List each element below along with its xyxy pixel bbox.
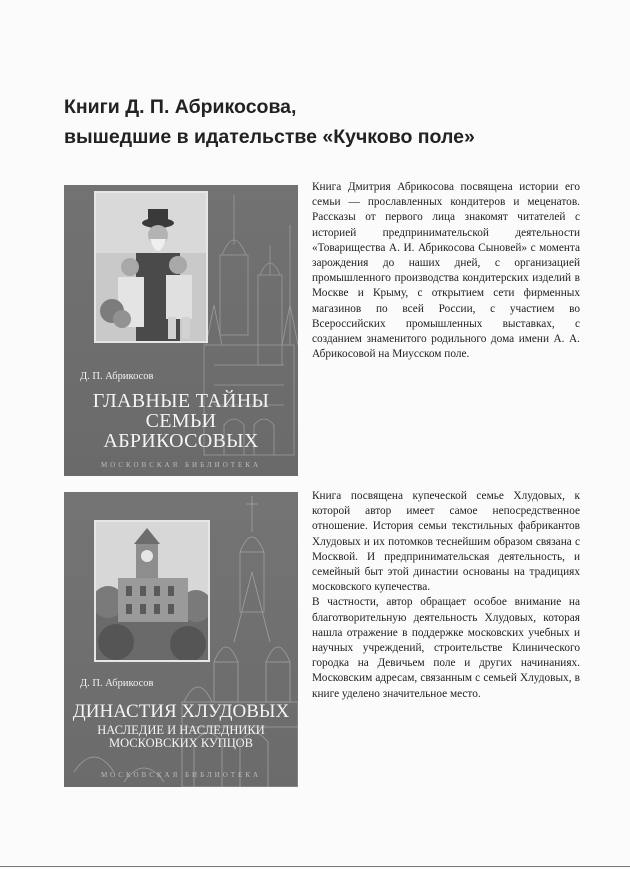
mansion-photo-image: [96, 522, 208, 660]
cover-series: МОСКОВСКАЯ БИБЛИОТЕКА: [100, 461, 262, 469]
family-photo-image: [96, 193, 206, 341]
page-title-line-1: Книги Д. П. Абрикосова,: [64, 96, 297, 118]
description-paragraph: Книга Дмитрия Абрикосова посвящена истории его семьи — прославленных кондитеров и меценатов. Рассказы от первого лица знакомят читателей с историей предпринимательской деятельности «Товарищества А. И. Абрикосова Сыновей» с момента зарождения до наших дней, с организацией промышленного производства кондитерских изделий в Москве и Крыму, с открытием сети фирменных магазинов по всей России, с участием во Всероссийских промышленных выставках, с созданием знаменитого родильного дома имени А. А. Абрикосовой на Миусском поле.: [312, 181, 580, 361]
page-title-line-2: вышедшие в идательстве «Кучково поле»: [64, 126, 475, 148]
cover-series: МОСКОВСКАЯ БИБЛИОТЕКА: [100, 771, 262, 779]
description-paragraph: В частности, автор обращает особое внимание на благотворительную деятельность Хлудовых, которая нашла отражение в поддержке московских учебных и научных учреждений, строительстве Клинического городка на Девичьем поле и других начинаниях. Московским адресам, связанным с семьей Хлудовых, в книге уделено значительное место.: [312, 596, 580, 700]
cover-title-line-1: ДИНАСТИЯ ХЛУДОВЫХ: [72, 701, 290, 722]
cover-title-line-2: НАСЛЕДИЕ И НАСЛЕДНИКИ: [97, 723, 265, 737]
page-bottom-rule: [0, 866, 630, 867]
cover-author: Д. П. Абрикосов: [80, 678, 154, 689]
book-description-abrikosov: [312, 180, 580, 362]
cover-title-line-3: МОСКОВСКИХ КУПЦОВ: [108, 735, 254, 750]
cover-title: [64, 391, 298, 451]
cover-title: [64, 702, 298, 749]
book-description-khludov: [312, 489, 580, 702]
cover-title-line-3: АБРИКОСОВЫХ: [103, 430, 259, 452]
page-title: [64, 92, 584, 152]
family-photo: [94, 191, 208, 343]
description-paragraph: Книга посвящена купеческой семье Хлудовых, к которой автор имеет самое непосредственное отношение. История семьи текстильных фабрикантов Хлудовых и их потомков теснейшим образом связана с Москвой. И предпринимательская деятельность, и семейный быт этой династии основаны на традициях московского купечества.: [312, 490, 580, 594]
book-cover-abrikosov: [64, 185, 298, 476]
mansion-photo: [94, 520, 210, 662]
cover-title-line-1: ГЛАВНЫЕ ТАЙНЫ: [92, 390, 270, 412]
cover-title-line-2: СЕМЬИ: [145, 410, 217, 432]
book-cover-khludov: [64, 492, 298, 787]
cover-author: Д. П. Абрикосов: [80, 371, 154, 382]
